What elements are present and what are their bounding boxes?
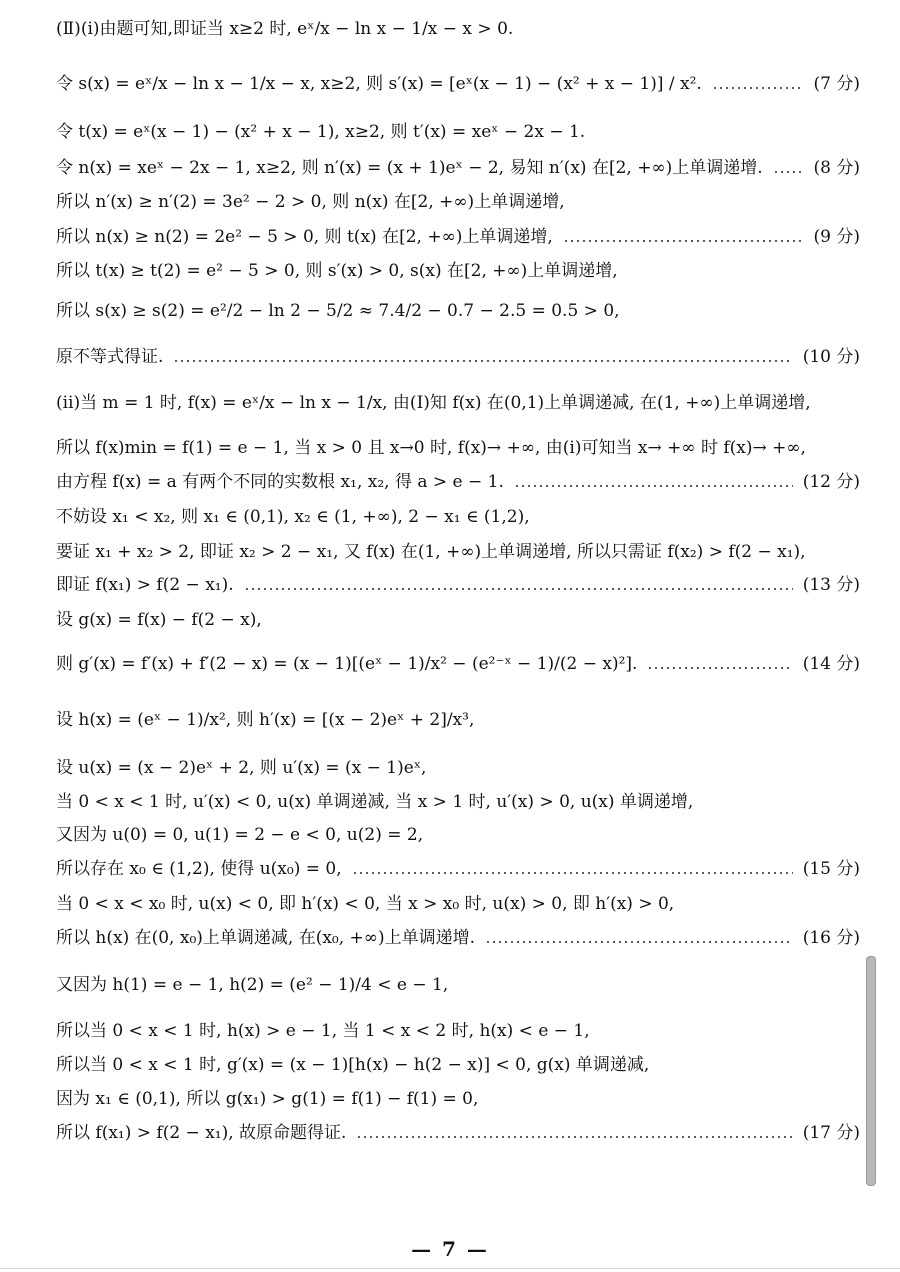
line-text: 令 s(x) = eˣ/x − ln x − 1/x − x, x≥2, 则 s′(x) = [eˣ(x − 1) − (x² + x − 1)] / x². xyxy=(56,74,702,94)
solution-line xyxy=(56,1125,860,1142)
solution-line xyxy=(56,827,860,844)
score-label: (17 分) xyxy=(802,1123,860,1143)
line-text: 所以 s(x) ≥ s(2) = e²/2 − ln 2 − 5/2 ≈ 7.4/2 − 0.7 − 2.5 = 0.5 > 0, xyxy=(56,301,620,321)
solution-line xyxy=(56,263,860,280)
line-text: 所以存在 x₀ ∈ (1,2), 使得 u(x₀) = 0, xyxy=(56,859,342,879)
leader-dots xyxy=(712,87,804,89)
line-text: 要证 x₁ + x₂ > 2, 即证 x₂ > 2 − x₁, 又 f(x) 在(1, +∞)上单调递增, 所以只需证 f(x₂) > f(2 − x₁), xyxy=(56,542,806,562)
line-text: 所以 n(x) ≥ n(2) = 2e² − 5 > 0, 则 t(x) 在[2, +∞)上单调递增, xyxy=(56,227,553,247)
score-label: (15 分) xyxy=(802,859,860,879)
score-label: (12 分) xyxy=(802,472,860,492)
solution-line xyxy=(56,656,860,673)
leader-dots xyxy=(485,941,793,943)
page-bottom-divider xyxy=(0,1268,900,1269)
line-text: 当 0 < x < x₀ 时, u(x) < 0, 即 h′(x) < 0, 当 x > x₀ 时, u(x) > 0, 即 h′(x) > 0, xyxy=(56,894,675,914)
leader-dots xyxy=(773,171,804,173)
page-number: — 7 — xyxy=(411,1237,489,1261)
line-text: 令 t(x) = eˣ(x − 1) − (x² + x − 1), x≥2, 则 t′(x) = xeˣ − 2x − 1. xyxy=(56,122,586,142)
solution-line xyxy=(56,76,860,93)
solution-line xyxy=(56,896,860,913)
line-text: 所以 f(x)min = f(1) = e − 1, 当 x > 0 且 x→0 时, f(x)→ +∞, 由(ⅰ)可知当 x→ +∞ 时 f(x)→ +∞, xyxy=(56,438,806,458)
score-label: (7 分) xyxy=(813,74,860,94)
score-label: (14 分) xyxy=(802,654,860,674)
line-text: 因为 x₁ ∈ (0,1), 所以 g(x₁) > g(1) = f(1) − f(1) = 0, xyxy=(56,1089,479,1109)
solution-line xyxy=(56,474,860,491)
vertical-scrollbar-thumb[interactable] xyxy=(866,956,876,1186)
solution-line xyxy=(56,861,860,878)
leader-dots xyxy=(352,872,793,874)
solution-line xyxy=(56,760,860,777)
solution-line xyxy=(56,712,860,729)
line-text: 原不等式得证. xyxy=(56,347,164,367)
line-text: 所以 n′(x) ≥ n′(2) = 3e² − 2 > 0, 则 n(x) 在[2, +∞)上单调递增, xyxy=(56,192,565,212)
solution-line xyxy=(56,1057,860,1074)
solution-line xyxy=(56,303,860,320)
line-text: 设 g(x) = f(x) − f(2 − x), xyxy=(56,610,262,630)
line-text: (ⅱ)当 m = 1 时, f(x) = eˣ/x − ln x − 1/x, 由(Ⅰ)知 f(x) 在(0,1)上单调递减, 在(1, +∞)上单调递增, xyxy=(56,393,811,413)
solution-line xyxy=(56,794,860,811)
score-label: (13 分) xyxy=(802,575,860,595)
solution-line xyxy=(56,1023,860,1040)
solution-line xyxy=(56,440,860,457)
line-text: 不妨设 x₁ < x₂, 则 x₁ ∈ (0,1), x₂ ∈ (1, +∞), 2 − x₁ ∈ (1,2), xyxy=(56,507,530,527)
line-text: 即证 f(x₁) > f(2 − x₁). xyxy=(56,575,234,595)
line-text: 令 n(x) = xeˣ − 2x − 1, x≥2, 则 n′(x) = (x + 1)eˣ − 2, 易知 n′(x) 在[2, +∞)上单调递增. xyxy=(56,158,763,178)
score-label: (8 分) xyxy=(813,158,860,178)
solution-line xyxy=(56,544,860,561)
score-label: (16 分) xyxy=(802,928,860,948)
line-text: 又因为 u(0) = 0, u(1) = 2 − e < 0, u(2) = 2, xyxy=(56,825,424,845)
line-text: 由方程 f(x) = a 有两个不同的实数根 x₁, x₂, 得 a > e − 1. xyxy=(56,472,504,492)
solution-line xyxy=(56,930,860,947)
solution-line xyxy=(56,395,860,412)
leader-dots xyxy=(563,240,804,242)
line-text: 所以当 0 < x < 1 时, g′(x) = (x − 1)[h(x) − h(2 − x)] < 0, g(x) 单调递减, xyxy=(56,1055,650,1075)
line-text: 则 g′(x) = f′(x) + f′(2 − x) = (x − 1)[(eˣ − 1)/x² − (e²⁻ˣ − 1)/(2 − x)²]. xyxy=(56,654,638,674)
leader-dots xyxy=(514,485,793,487)
line-text: 所以 t(x) ≥ t(2) = e² − 5 > 0, 则 s′(x) > 0, s(x) 在[2, +∞)上单调递增, xyxy=(56,261,618,281)
solution-line xyxy=(56,577,860,594)
solution-line xyxy=(56,1091,860,1108)
line-text: 所以 f(x₁) > f(2 − x₁), 故原命题得证. xyxy=(56,1123,347,1143)
line-text: 所以 h(x) 在(0, x₀)上单调递减, 在(x₀, +∞)上单调递增. xyxy=(56,928,475,948)
solution-line xyxy=(56,124,860,141)
leader-dots xyxy=(647,667,792,669)
solution-line xyxy=(56,229,860,246)
solution-line xyxy=(56,194,860,211)
solution-line xyxy=(56,21,860,38)
solution-line xyxy=(56,612,860,629)
solution-line xyxy=(56,349,860,366)
leader-dots xyxy=(244,588,793,590)
leader-dots xyxy=(173,360,792,362)
score-label: (10 分) xyxy=(802,347,860,367)
solution-line xyxy=(56,509,860,526)
line-text: 所以当 0 < x < 1 时, h(x) > e − 1, 当 1 < x < 2 时, h(x) < e − 1, xyxy=(56,1021,590,1041)
line-text: 设 h(x) = (eˣ − 1)/x², 则 h′(x) = [(x − 2)eˣ + 2]/x³, xyxy=(56,710,475,730)
solution-line xyxy=(56,977,860,994)
score-label: (9 分) xyxy=(813,227,860,247)
line-text: 又因为 h(1) = e − 1, h(2) = (e² − 1)/4 < e − 1, xyxy=(56,975,449,995)
line-text: 设 u(x) = (x − 2)eˣ + 2, 则 u′(x) = (x − 1)eˣ, xyxy=(56,758,427,778)
solution-line xyxy=(56,160,860,177)
line-text: (Ⅱ)(ⅰ)由题可知,即证当 x≥2 时, eˣ/x − ln x − 1/x − x > 0. xyxy=(56,19,514,39)
line-text: 当 0 < x < 1 时, u′(x) < 0, u(x) 单调递减, 当 x > 1 时, u′(x) > 0, u(x) 单调递增, xyxy=(56,792,694,812)
leader-dots xyxy=(356,1136,792,1138)
